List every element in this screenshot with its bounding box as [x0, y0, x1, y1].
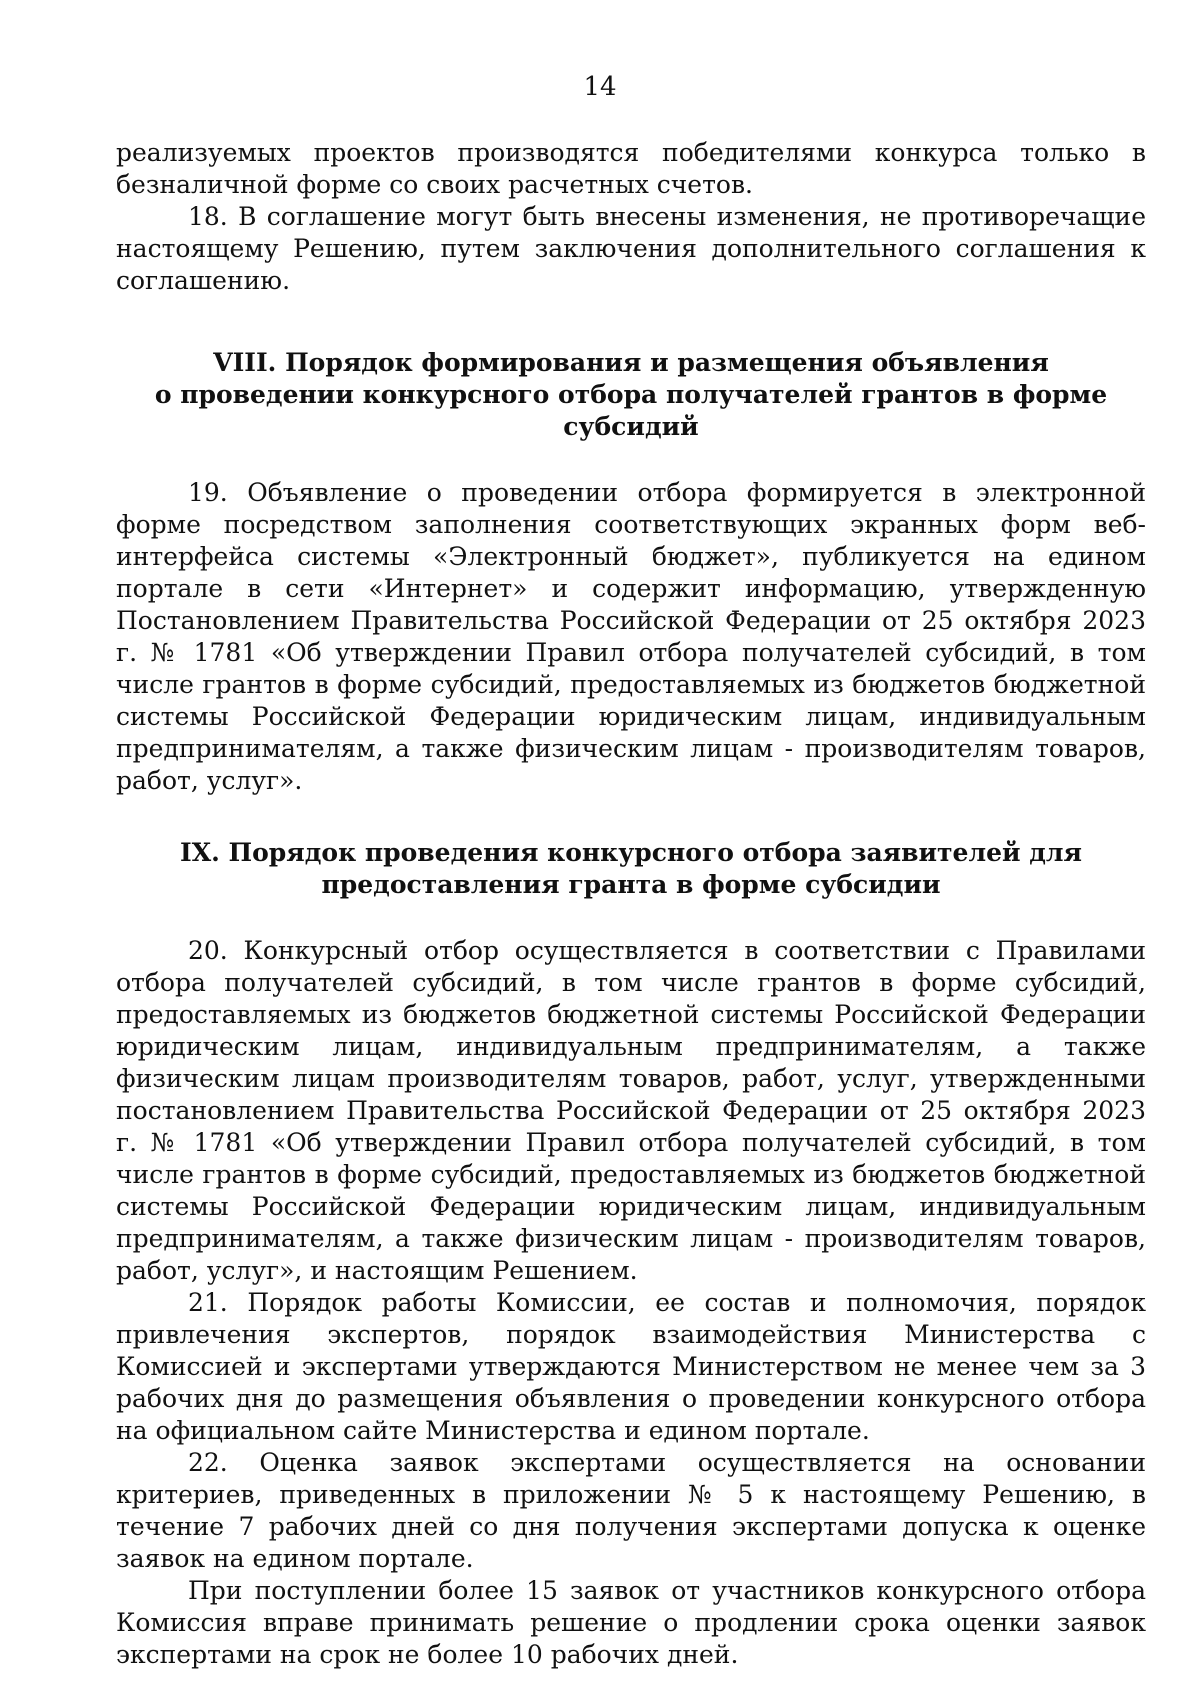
paragraph-18: 18. В соглашение могут быть внесены изменения, не противоречащие настоящему Решению, путем заключения дополнительного соглашения к соглашению.: [116, 202, 1146, 295]
section-9-heading: [116, 837, 1146, 901]
paragraph-21: 21. Порядок работы Комиссии, ее состав и полномочия, порядок привлечения экспертов, порядок взаимодействия Министерства с Комиссией и экспертами утверждаются Министерством не менее чем за 3 рабочих дня до размещения объявления о проведении конкурсного отбора на официальном сайте Министерства и едином портале.: [116, 1288, 1146, 1445]
section-8-heading: [116, 347, 1146, 443]
section-8-title-line-1: VIII. Порядок формирования и размещения объявления: [213, 348, 1049, 377]
section-8-title-line-2: о проведении конкурсного отбора получателей грантов в форме субсидий: [154, 380, 1108, 441]
page-number: 14: [583, 72, 617, 102]
section-9-title-line-1: IX. Порядок проведения конкурсного отбора заявителей для: [180, 838, 1082, 867]
paragraph-20: 20. Конкурсный отбор осуществляется в соответствии с Правилами отбора получателей субсидий, в том числе грантов в форме субсидий, предоставляемых из бюджетов бюджетной системы Российской Федерации юридическим лицам, индивидуальным предпринимателям, а также физическим лицам производителям товаров, работ, услуг, утвержденными постановлением Правительства Российской Федерации от 25 октября 2023 г. № 1781 «Об утверждении Правил отбора получателей субсидий, в том числе грантов в форме субсидий, предоставляемых из бюджетов бюджетной системы Российской Федерации юридическим лицам, индивидуальным предпринимателям, а также физическим лицам - производителям товаров, работ, услуг», и настоящим Решением.: [116, 936, 1146, 1285]
paragraph-continuation: реализуемых проектов производятся победителями конкурса только в безналичной форме со своих расчетных счетов.: [116, 138, 1146, 199]
paragraph-22: 22. Оценка заявок экспертами осуществляется на основании критериев, приведенных в приложении № 5 к настоящему Решению, в течение 7 рабочих дней со дня получения экспертами допуска к оценке заявок на едином портале.: [116, 1448, 1146, 1573]
paragraph-22-continuation: При поступлении более 15 заявок от участников конкурсного отбора Комиссия вправе принимать решение о продлении срока оценки заявок экспертами на срок не более 10 рабочих дней.: [116, 1576, 1146, 1669]
section-9-title-line-2: предоставления гранта в форме субсидии: [321, 870, 941, 899]
document-body: [116, 137, 1146, 1671]
paragraph-19: 19. Объявление о проведении отбора формируется в электронной форме посредством заполнения соответствующих экранных форм веб-интерфейса системы «Электронный бюджет», публикуется на едином портале в сети «Интернет» и содержит информацию, утвержденную Постановлением Правительства Российской Федерации от 25 октября 2023 г. № 1781 «Об утверждении Правил отбора получателей субсидий, в том числе грантов в форме субсидий, предоставляемых из бюджетов бюджетной системы Российской Федерации юридическим лицам, индивидуальным предпринимателям, а также физическим лицам - производителям товаров, работ, услуг».: [116, 478, 1146, 795]
